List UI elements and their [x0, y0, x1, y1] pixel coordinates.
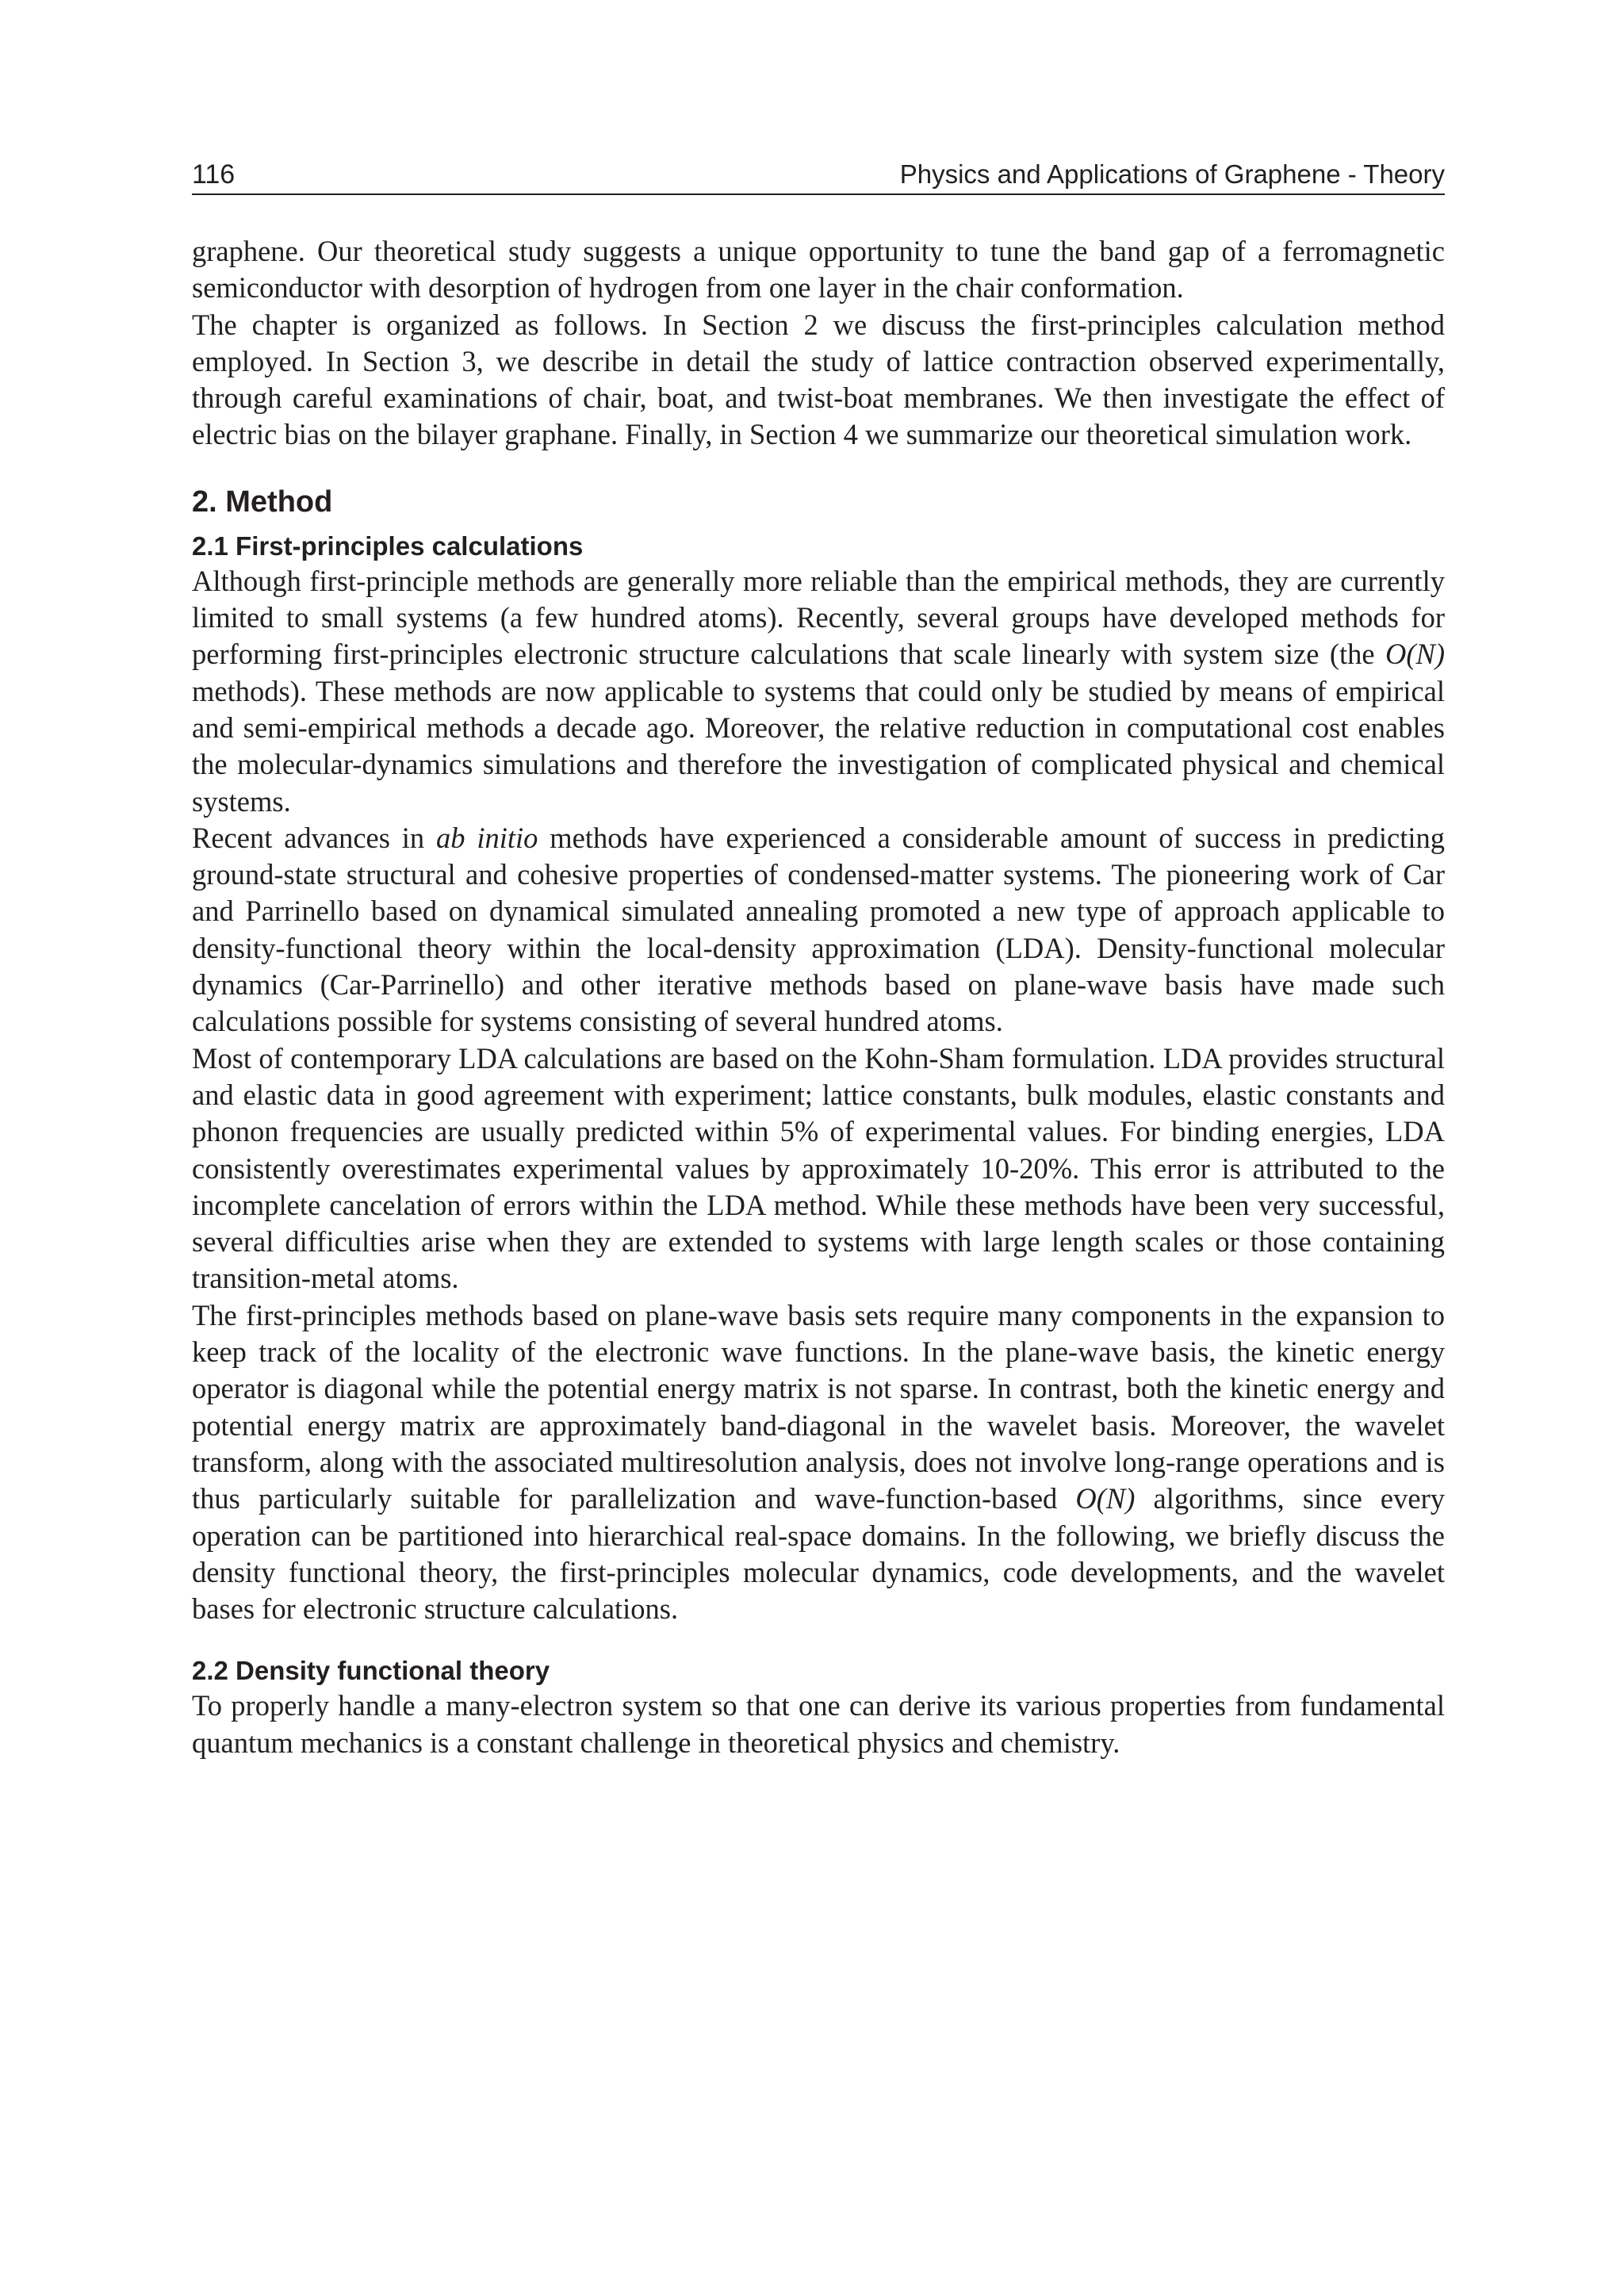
text-run: The first-principles methods based on plane-wave basis sets require many components in the expansion to keep track of the locality of the electronic wave functions. In the plane-wave basis, the kinetic energy operator is diagonal while the potential energy matrix is not sparse. In contrast, both the kinetic energy and potential energy matrix are approximately band-diagonal in the wavelet basis. Moreover, the wavelet transform, along with the associated multiresolution analysis, does not involve long-range operations and is thus particularly suitable for parallelization and wave-function-based [192, 1298, 1445, 1515]
dft-text [192, 1688, 1445, 1761]
first-principles-text [192, 563, 1445, 1628]
math-order-n: O(N) [1385, 638, 1445, 671]
text-run: methods). These methods are now applicable to systems that could only be studied by means of empirical and semi-empirical methods a decade ago. Moreover, the relative reduction in computational cost enables the molecular-dynamics simulations and therefore the investigation of complicated physical and chemical systems. [192, 674, 1445, 818]
section-heading-method: 2. Method [192, 485, 333, 519]
paragraph [192, 1297, 1445, 1628]
math-order-n: O(N) [1075, 1482, 1136, 1515]
paragraph: Most of contemporary LDA calculations are based on the Kohn-Sham formulation. LDA provides structural and elastic data in good agreement with experiment; lattice constants, bulk modules, elastic constants and phonon frequencies are usually predicted within 5% of experimental values. For binding energies, LDA consistently overestimates experimental values by approximately 10-20%. This error is attributed to the incomplete cancelation of errors within the LDA method. While these methods have been very successful, several difficulties arise when they are extended to systems with large length scales or those containing transition-metal atoms. [192, 1041, 1445, 1295]
italic-term: ab initio [436, 821, 538, 854]
paragraph: To properly handle a many-electron system so that one can derive its various properties from fundamental quantum mechanics is a constant challenge in theoretical physics and chemistry. [192, 1689, 1445, 1759]
paragraph: The chapter is organized as follows. In Section 2 we discuss the first-principles calculation method employed. In Section 3, we describe in detail the study of lattice contraction observed experimentally, through careful examinations of chair, boat, and twist-boat membranes. We then investigate the effect of electric bias on the bilayer graphane. Finally, in Section 4 we summarize our theoretical simulation work. [192, 308, 1445, 451]
running-title: Physics and Applications of Graphene - Theory [899, 159, 1445, 189]
text-run: Although first-principle methods are generally more reliable than the empirical methods, they are currently limited to small systems (a few hundred atoms). Recently, several groups have developed methods for performing first-principles electronic structure calculations that scale linearly with system size (the [192, 564, 1445, 671]
subsection-heading-first-principles: 2.1 First-principles calculations [192, 531, 584, 561]
page [192, 159, 1445, 1761]
subsection-heading-dft: 2.2 Density functional theory [192, 1656, 550, 1686]
intro-text [192, 233, 1445, 454]
page-number: 116 [192, 159, 236, 190]
text-run: algorithms, since every operation can be partitioned into hierarchical real-space domains. In the following, we briefly discuss the density functional theory, the first-principles molecular dynamics, code developments, and the wavelet bases for electronic structure calculations. [192, 1482, 1445, 1626]
paragraph: graphene. Our theoretical study suggests a unique opportunity to tune the band gap of a ferromagnetic semiconductor with desorption of hydrogen from one layer in the chair conformation. [192, 235, 1445, 305]
paragraph [192, 563, 1445, 820]
text-run: Recent advances in [192, 821, 436, 854]
running-header [192, 159, 1445, 195]
text-run: methods have experienced a considerable amount of success in predicting ground-state structural and cohesive properties of condensed-matter systems. The pioneering work of Car and Parrinello based on dynamical simulated annealing promoted a new type of approach applicable to density-functional theory within the local-density approximation (LDA). Density-functional molecular dynamics (Car-Parrinello) and other iterative methods based on plane-wave basis have made such calculations possible for systems consisting of several hundred atoms. [192, 821, 1446, 1038]
paragraph [192, 820, 1445, 1040]
